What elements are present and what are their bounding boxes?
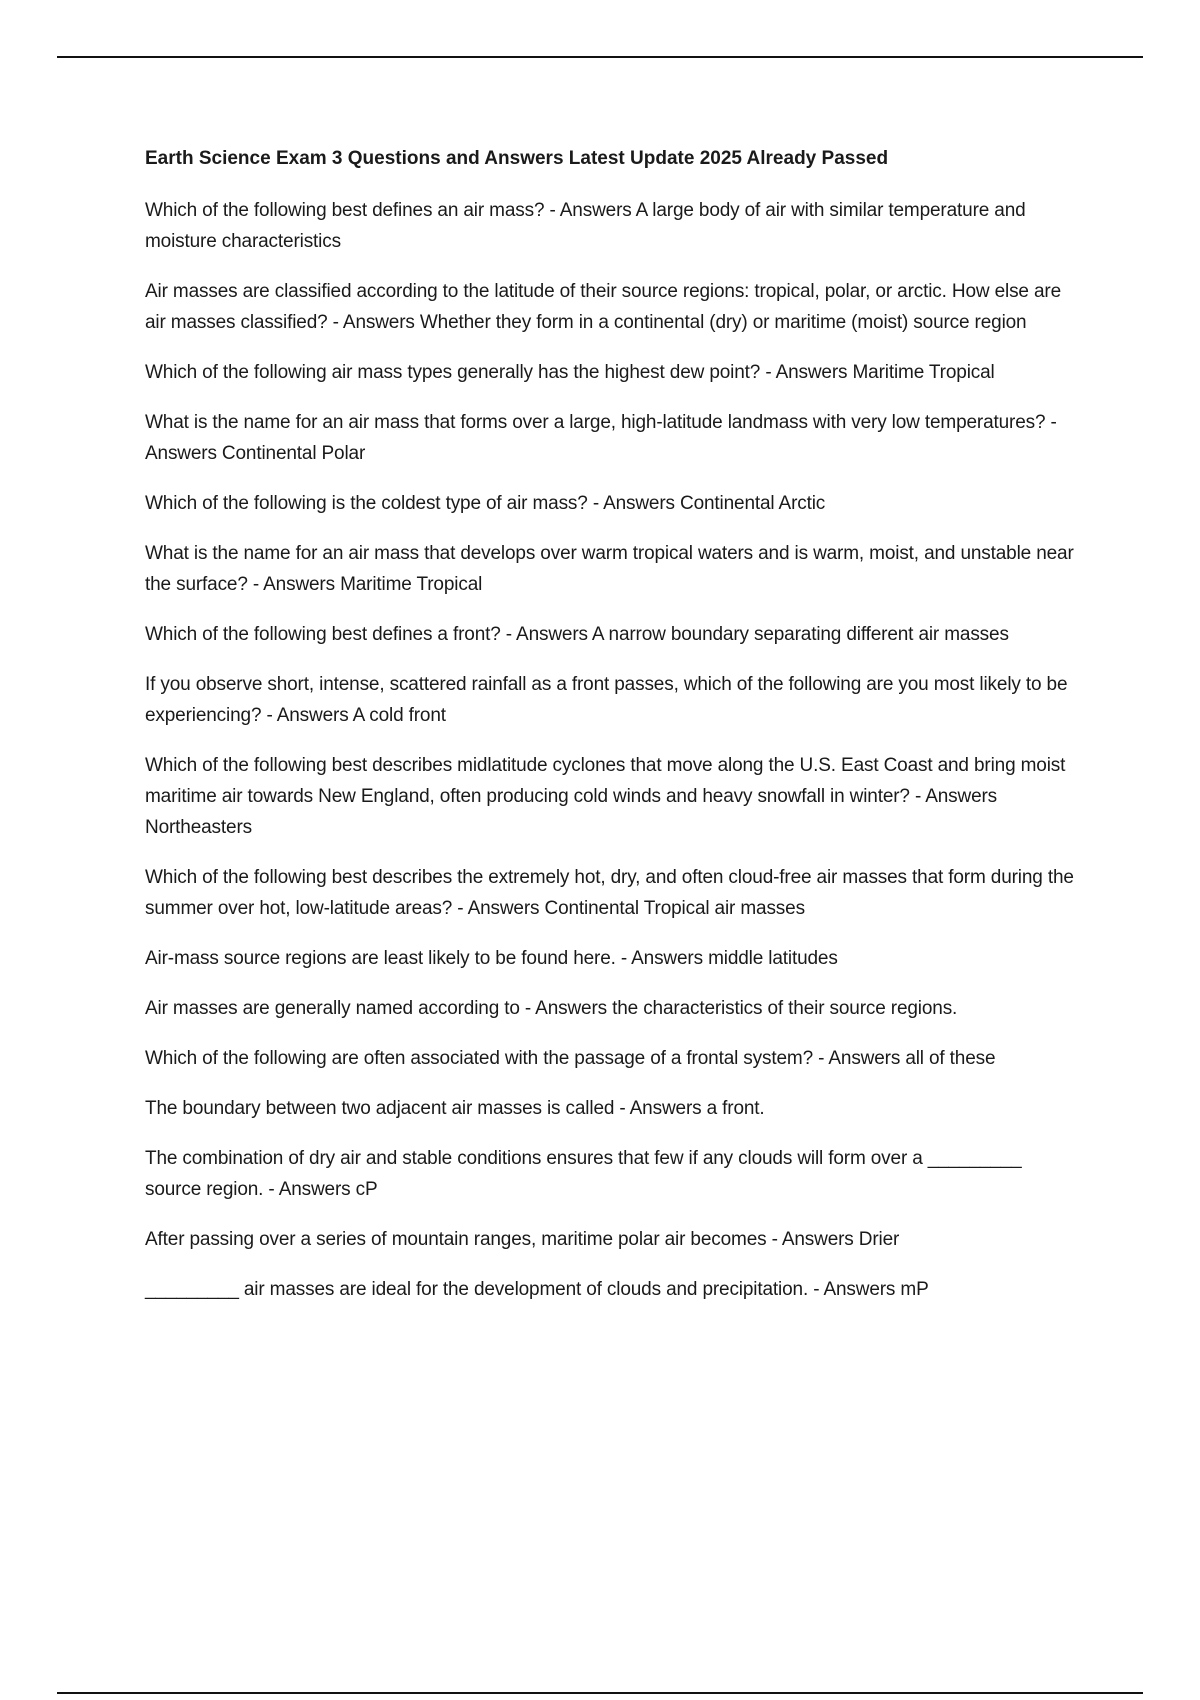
qa-item-15: The combination of dry air and stable conditions ensures that few if any clouds will form over a _________ source region. - Answers cP [145,1148,1022,1200]
qa-list [145,195,1080,1305]
qa-item-6: What is the name for an air mass that develops over warm tropical waters and is warm, moist, and unstable near the surface? - Answers Maritime Tropical [145,543,1074,595]
qa-item-14: The boundary between two adjacent air masses is called - Answers a front. [145,1098,765,1119]
qa-item-5: Which of the following is the coldest type of air mass? - Answers Continental Arctic [145,493,826,514]
qa-item-13: Which of the following are often associated with the passage of a frontal system? - Answers all of these [145,1048,996,1069]
qa-item-2: Air masses are classified according to the latitude of their source regions: tropical, polar, or arctic. How else are air masses classified? - Answers Whether they form in a continental (dry) or maritime (moist) source region [145,281,1061,333]
header-rule [57,56,1143,58]
qa-item-12: Air masses are generally named according to - Answers the characteristics of their source regions. [145,998,958,1019]
footer-rule [57,1692,1143,1694]
qa-item-9: Which of the following best describes midlatitude cyclones that move along the U.S. East Coast and bring moist maritime air towards New England, often producing cold winds and heavy snowfall in winter? - Answers Northeasters [145,755,1066,838]
qa-item-4: What is the name for an air mass that forms over a large, high-latitude landmass with very low temperatures? - Answers Continental Polar [145,412,1057,464]
qa-item-17: _________ air masses are ideal for the development of clouds and precipitation. - Answers mP [145,1279,929,1300]
document-body [145,144,1080,1324]
qa-item-10: Which of the following best describes the extremely hot, dry, and often cloud-free air masses that form during the summer over hot, low-latitude areas? - Answers Continental Tropical air masses [145,867,1074,919]
qa-item-11: Air-mass source regions are least likely to be found here. - Answers middle latitudes [145,948,838,969]
qa-item-16: After passing over a series of mountain ranges, maritime polar air becomes - Answers Drier [145,1229,900,1250]
qa-item-8: If you observe short, intense, scattered rainfall as a front passes, which of the following are you most likely to be experiencing? - Answers A cold front [145,674,1068,726]
document-title: Earth Science Exam 3 Questions and Answers Latest Update 2025 Already Passed [145,148,889,169]
qa-item-7: Which of the following best defines a front? - Answers A narrow boundary separating different air masses [145,624,1009,645]
qa-item-1: Which of the following best defines an air mass? - Answers A large body of air with similar temperature and moisture characteristics [145,200,1026,252]
qa-item-3: Which of the following air mass types generally has the highest dew point? - Answers Maritime Tropical [145,362,995,383]
